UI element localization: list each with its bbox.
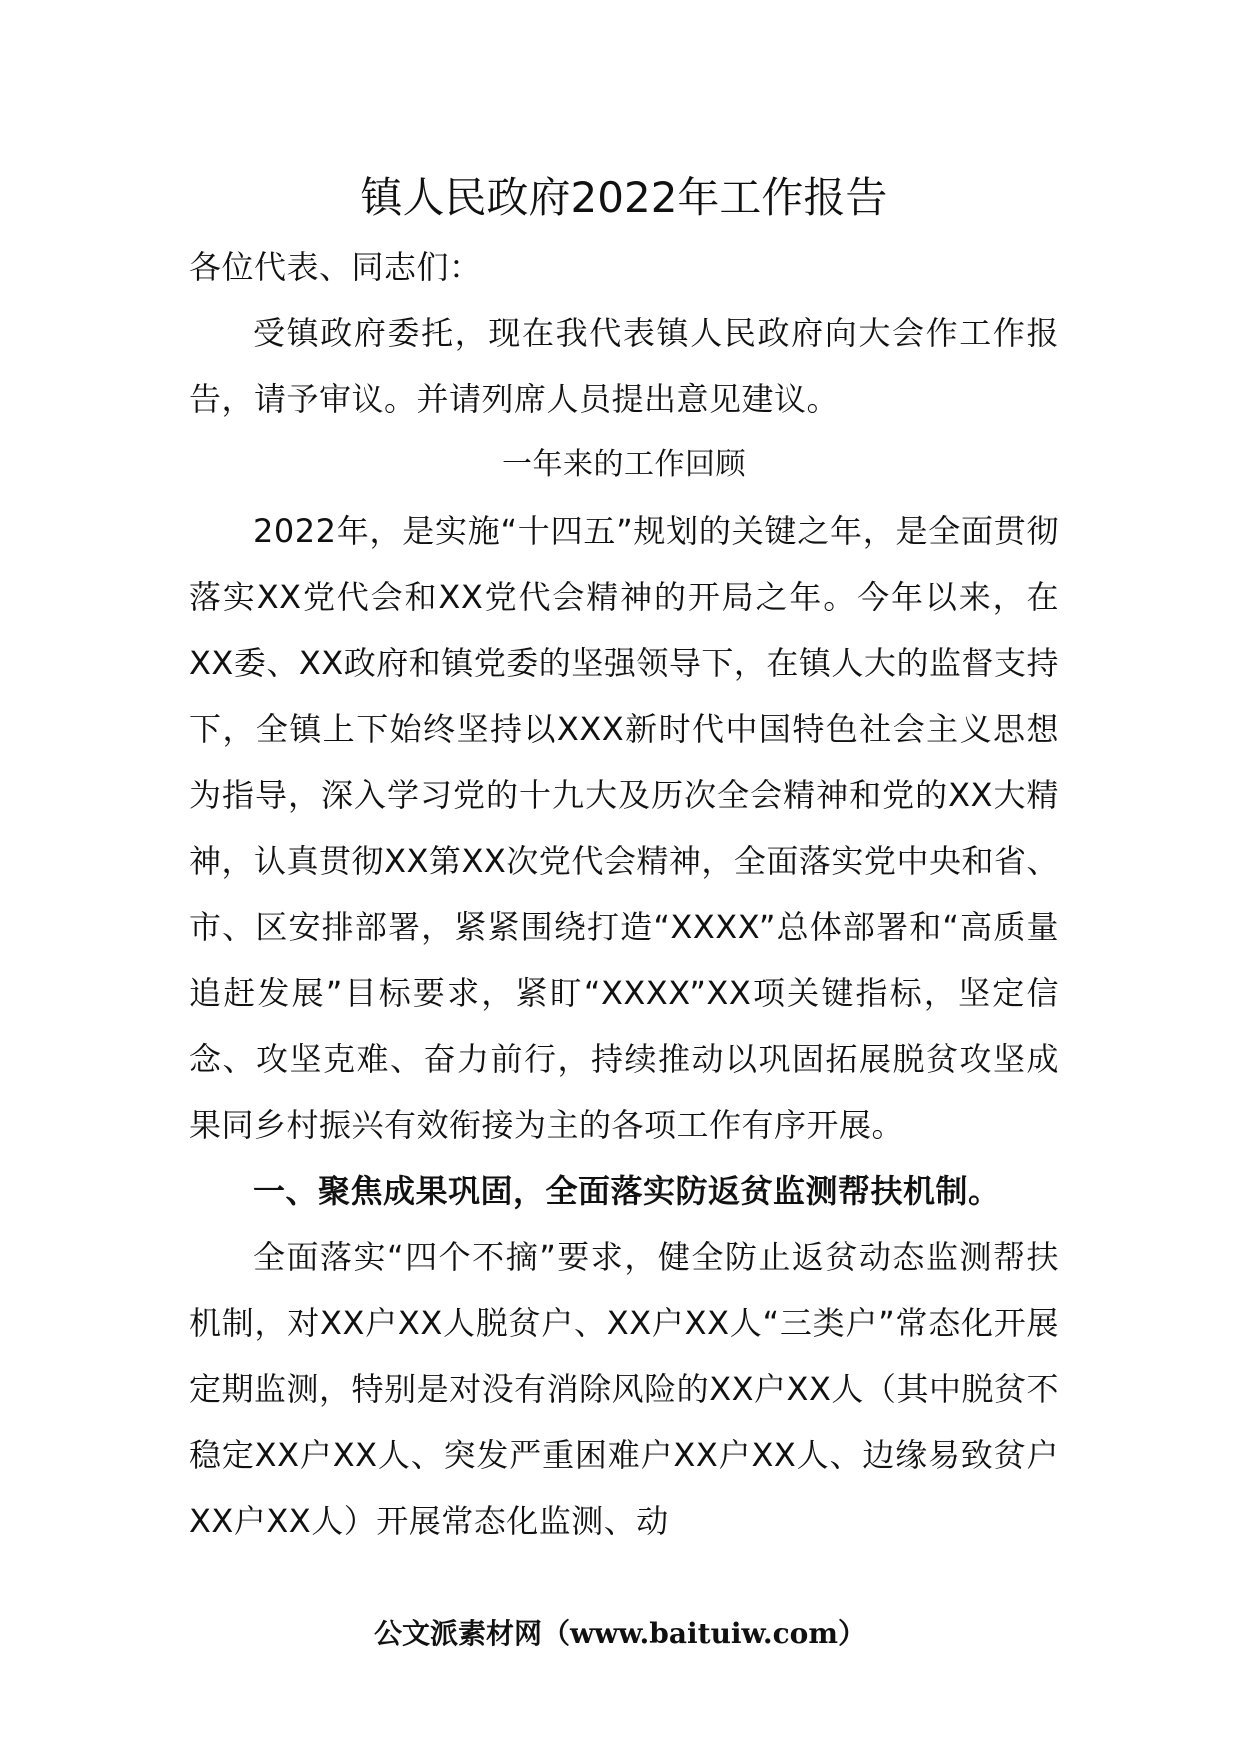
intro-paragraph: 受镇政府委托，现在我代表镇人民政府向大会作工作报告，请予审议。并请列席人员提出意见建议。 (189, 314, 1059, 418)
section-heading: 一年来的工作回顾 (502, 447, 746, 482)
subsection-paragraph: 全面落实“四个不摘”要求，健全防止返贫动态监测帮扶机制，对XX户XX人脱贫户、XX户XX人“三类户”常态化开展定期监测，特别是对没有消除风险的XX户XX人（其中脱贫不稳定XX户XX人、突发严重困难户XX户XX人、边缘易致贫户XX户XX人）开展常态化监测、动 (189, 1238, 1059, 1540)
salutation: 各位代表、同志们： (189, 248, 482, 286)
footer-watermark: 公文派素材网（www.baituiw.com） (374, 1617, 866, 1650)
subsection-heading: 一、聚焦成果巩固，全面落实防返贫监测帮扶机制。 (253, 1172, 1001, 1210)
document-title: 镇人民政府2022年工作报告 (360, 173, 888, 222)
review-paragraph: 2022年，是实施“十四五”规划的关键之年，是全面贯彻落实XX党代会和XX党代会精神的开局之年。今年以来，在XX委、XX政府和镇党委的坚强领导下，在镇人大的监督支持下，全镇上下始终坚持以XXX新时代中国特色社会主义思想为指导，深入学习党的十九大及历次全会精神和党的XX大精神，认真贯彻XX第XX次党代会精神，全面落实党中央和省、市、区安排部署，紧紧围绕打造“XXXX”总体部署和“高质量追赶发展”目标要求，紧盯“XXXX”XX项关键指标，坚定信念、攻坚克难、奋力前行，持续推动以巩固拓展脱贫攻坚成果同乡村振兴有效衔接为主的各项工作有序开展。 (189, 512, 1059, 1144)
document-body (189, 234, 1059, 1554)
